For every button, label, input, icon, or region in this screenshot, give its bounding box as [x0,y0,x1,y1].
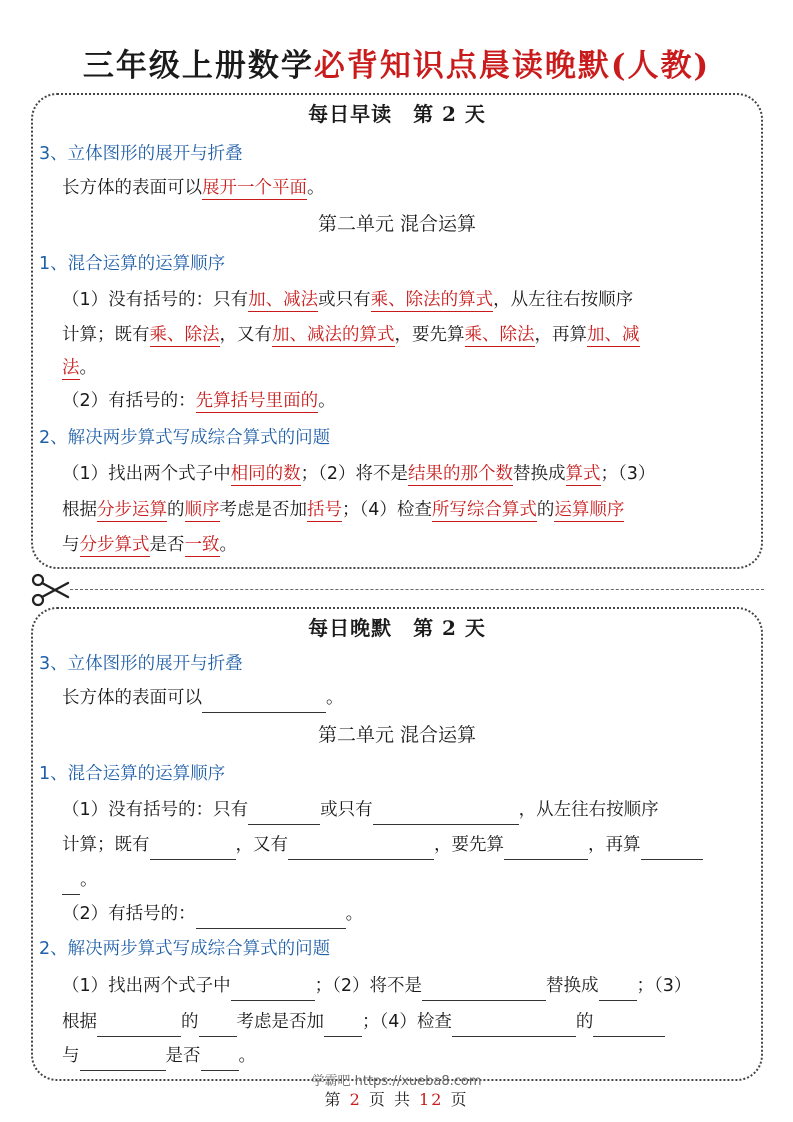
answer-text: 法 [62,358,80,378]
answer-text: 分步运算 [97,500,167,520]
answer-blank[interactable] [324,1014,362,1037]
morning-q-line1: （1）找出两个式子中相同的数；（2）将不是结果的那个数替换成算式；（3） [62,464,656,484]
answer-text: 加、减法的算式 [272,325,395,345]
morning-section3-text: 长方体的表面可以展开一个平面。 [62,178,325,198]
answer-text: 相同的数 [230,464,301,484]
morning-header: 每日早读 第 2 天 [308,102,486,126]
evening-para1-line2: 计算；既有 ，又有 ，要先算 ，再算 [62,830,703,860]
answer-blank[interactable] [373,802,519,825]
total-pages: 12 [419,1090,444,1109]
evening-q-line2: 根据 的 考虑是否加 ；（4）检查 的 [62,1007,665,1037]
answer-blank[interactable] [231,978,315,1001]
answer-text: 运算顺序 [554,500,625,520]
answer-text: 先算括号里面的 [195,391,319,411]
dashed-separator [70,589,764,590]
title-black: 三年级上册数学 [82,48,314,84]
morning-section1-title: 1、混合运算的运算顺序 [39,254,226,274]
morning-para1-line1: （1）没有括号的：只有加、减法或只有乘、除法的算式，从左往右按顺序 [62,290,634,310]
answer-text: 乘、除法的算式 [370,290,494,310]
answer-blank[interactable] [422,978,546,1001]
evening-para1-line1: （1）没有括号的：只有 或只有 ，从左往右按顺序 [62,795,659,825]
answer-blank[interactable] [593,1014,665,1037]
current-page: 2 [349,1090,362,1109]
evening-para1-line3: 。 [62,865,98,895]
answer-blank[interactable] [196,906,346,929]
answer-blank[interactable] [199,1014,237,1037]
morning-q-line3: 与分步算式是否一致。 [62,535,237,555]
answer-blank[interactable] [150,837,236,860]
answer-text: 乘、除法 [149,325,220,345]
page-title [0,44,793,88]
evening-recall-box [31,607,763,1081]
answer-blank[interactable] [80,1048,166,1071]
answer-text: 展开一个平面 [202,178,307,198]
evening-para2: （2）有括号的： 。 [62,899,363,929]
answer-text: 加、减 [587,325,640,345]
evening-section3-title: 3、立体图形的展开与折叠 [39,654,243,674]
morning-section3-title: 3、立体图形的展开与折叠 [39,144,243,164]
morning-q-line2: 根据分步运算的顺序考虑是否加括号；（4）检查所写综合算式的运算顺序 [62,500,625,520]
page-number: 第 2 页 共 12 页 [324,1090,469,1109]
answer-blank[interactable] [504,837,588,860]
answer-blank[interactable] [599,978,637,1001]
answer-blank[interactable] [202,690,326,713]
answer-blank[interactable] [62,872,80,895]
evening-unit-title: 第二单元 混合运算 [317,724,477,746]
answer-text: 顺序 [184,500,220,520]
title-red: 必背知识点晨读晚默(人教) [313,48,711,84]
answer-text: 加、减法 [248,290,319,310]
morning-unit-title: 第二单元 混合运算 [317,213,477,235]
scissors-icon [30,573,70,607]
answer-text: 算式 [565,464,601,484]
answer-blank[interactable] [97,1014,181,1037]
answer-text: 分步算式 [79,535,150,555]
evening-section3-text: 长方体的表面可以 。 [62,683,344,713]
answer-text: 一致 [184,535,220,555]
evening-section2-title: 2、解决两步算式写成综合算式的问题 [39,939,331,959]
answer-text: 乘、除法 [464,325,535,345]
answer-text: 括号 [307,500,342,520]
morning-reading-box [31,93,763,569]
evening-q-line1: （1）找出两个式子中 ；（2）将不是 替换成 ；（3） [62,971,691,1001]
evening-header: 每日晚默 第 2 天 [308,616,486,640]
evening-q-line3: 与 是否 。 [62,1041,256,1071]
answer-blank[interactable] [201,1048,239,1071]
answer-blank[interactable] [641,837,703,860]
morning-section2-title: 2、解决两步算式写成综合算式的问题 [39,428,331,448]
watermark-url: 学霸吧 https://xueba8.com [311,1074,482,1089]
answer-blank[interactable] [288,837,434,860]
answer-text: 结果的那个数 [408,464,514,484]
cut-line [30,573,764,607]
answer-text: 所写综合算式 [431,500,537,520]
evening-section1-title: 1、混合运算的运算顺序 [39,764,226,784]
morning-para1-line3: 法。 [62,358,97,378]
morning-para1-line2: 计算；既有乘、除法，又有加、减法的算式，要先算乘、除法，再算加、减 [62,325,640,345]
answer-blank[interactable] [248,802,320,825]
answer-blank[interactable] [452,1014,576,1037]
morning-para2: （2）有括号的：先算括号里面的。 [62,391,336,411]
